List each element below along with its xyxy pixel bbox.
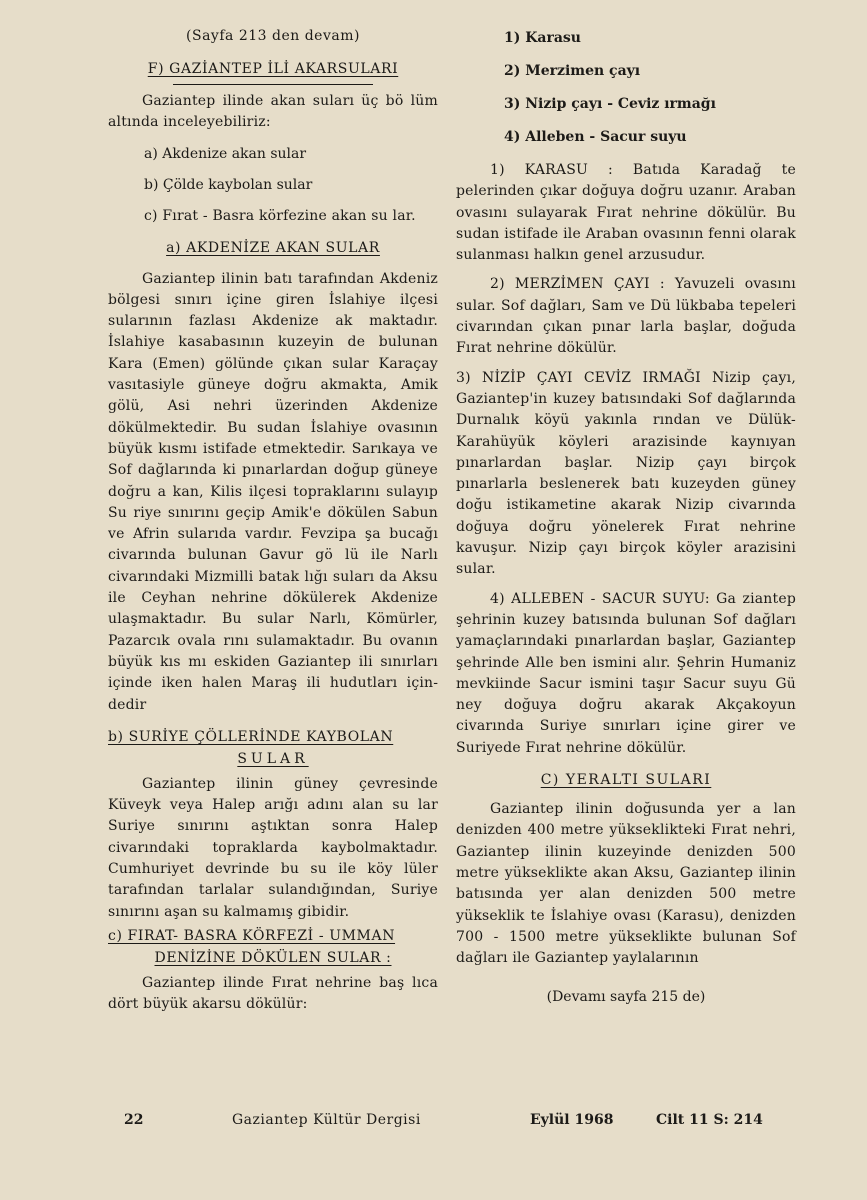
river-list-item-3: 3) Nizip çayı - Ceviz ırmağı [504,96,716,112]
section-c-text: Gaziantep ilinde Fırat nehrine baş lıca dört büyük akarsu dökülür: [108,974,438,1013]
river-list-item-2: 2) Merzimen çayı [504,63,641,79]
journal-name: Gaziantep Kültür Dergisi [232,1112,421,1128]
issue-volume: Cilt 11 S: 214 [656,1112,763,1128]
intro-paragraph: Gaziantep ilinde akan suları üç bö lüm altında inceleyebiliriz: [108,93,438,131]
section-b-title-2: SULAR [237,750,309,767]
right-column [456,28,796,1005]
title-rule [173,84,373,85]
section-c-title: c) FIRAT- BASRA KÖRFEZİ - UMMAN [108,927,396,944]
river-list-item-4: 4) Alleben - Sacur suyu [504,129,687,145]
merzimen-paragraph: 2) MERZİMEN ÇAYI : Yavuzeli ovasını sular. Sof dağları, Sam ve Dü lükbaba tepeleri civarından çıkan pınar larla başlar, doğuda Fırat nehrine dökülür. [456,276,796,357]
continued-on-note: (Devamı sayfa 215 de) [546,989,706,1006]
section-a-title: a) AKDENİZE AKAN SULAR [166,239,380,256]
karasu-paragraph: 1) KARASU : Batıda Karadağ te pelerinden çıkar doğuya doğru uzanır. Araban ovasını sulayarak Fırat nehrine dökülür. Bu sudan istifade ile Araban ovasının fenni olarak sulanması halkın genel arzusudur. [456,162,796,264]
alleben-paragraph: 4) ALLEBEN - SACUR SUYU: Ga ziantep şehrinin kuzey batısında bulunan Sof dağları yamaçlarındaki pınarlardan başlar, Gaziantep şehrinde Alle ben ismini alır. Şehrin Humaniz mevkiinde Sacur ismini taşır Sacur suyu Gü ney doğuya doğru akarak Akçakoyun civarında Suriye sınırları içine girer ve Suriyede Fırat nehrine dökülür. [456,590,796,756]
section-b-title: b) SURİYE ÇÖLLERİNDE KAYBOLAN [108,728,394,745]
continued-from-note: (Sayfa 213 den devam) [186,28,360,44]
section-f-title: F) GAZİANTEP İLİ AKARSULARI [147,61,399,77]
nizip-paragraph: 3) NİZİP ÇAYI CEVİZ IRMAĞI Nizip çayı, Gaziantep'in kuzey batısındaki Sof dağlarında Durnalık köyü yakınla rından ve Dülük-Karahüyük köyleri arazisinde kaynıyan pınarlardan başlar. Nizip çayı birçok pınarlarla beslenerek batı kuzeyden güney doğu istikametine akarak Nizip civarında doğuya doğru yönelerek Fırat nehrine kavuşur. Nizip çayı birçok köyler arazisini sular. [456,369,796,578]
list-item-b: b) Çölde kaybolan sular [144,176,313,193]
page-number: 22 [124,1112,144,1128]
list-item-c: c) Fırat - Basra körfezine akan su lar. [144,207,416,224]
list-item-a: a) Akdenize akan sular [144,145,307,162]
section-a-text: Gaziantep ilinin batı tarafından Akdeniz bölgesi sınırı içine giren İslahiye ilçesi sularının fazlası Akdenize ak maktadır. İslahiye kasabasının kuzeyin de bulunan Kara (Emen) gölünde çıkan sular Karaçay vasıtasiyle güneye doğru akmakta, Amik gölü, Asi nehri üzerinden Akdenize dökülmektedir. Bu sudan İslahiye ovasının büyük kısmı istifade etmektedir. Sarıkaya ve Sof dağlarında ki pınarlardan doğup güneye doğru a kan, Kilis ilçesi topraklarını sulayıp Su riye sınırını geçip Amik'e dökülen Sabun ve Afrin sularıda vardır. Fevzipa şa bucağı civarında bulunan Gavur gö lü ile Narlı civarındaki Mizmilli batak lığı suları da Aksu ile Ceyhan nehrine dökülerek Akdenize ulaşmaktadır. Bu sular Narlı, Kömürler, Pazarcık ovala rını sulamaktadır. Bu ovanın büyük kıs mı eskiden Gaziantep ili sınırları içinde iken halen Maraş ili hudutları içindedir [108,270,438,713]
groundwater-paragraph: Gaziantep ilinin doğusunda yer a lan denizden 400 metre yükseklikteki Fırat nehri, Gaziantep ilinin kuzeyinde denizden 500 metre yükseklikte akan Aksu, Gaziantep ilinin batısında yer alan denizden 500 metre yükseklik te İslahiye ovası (Karasu), denizden 700 - 1500 metre yükseklikte bulunan Sof dağları ile Gaziantep yaylalarının [456,801,796,967]
issue-date: Eylül 1968 [530,1112,614,1128]
river-list-item-1: 1) Karasu [504,30,581,46]
left-column [108,28,438,1016]
groundwater-title: C) YERALTI SULARI [540,772,712,789]
section-b-text: Gaziantep ilinin güney çevresinde Küveyk veya Halep arığı adını alan su lar Suriye sınırını aştıktan sonra Halep civarındaki topraklarda kaybolmaktadır. Cumhuriyet devrinde bu su ile köy lüler tarafından tarlalar sulandığından, Suriye sınırını aşan su kalmamış gibidir. [108,775,438,920]
section-c-title-2: DENİZİNE DÖKÜLEN SULAR : [154,949,392,966]
